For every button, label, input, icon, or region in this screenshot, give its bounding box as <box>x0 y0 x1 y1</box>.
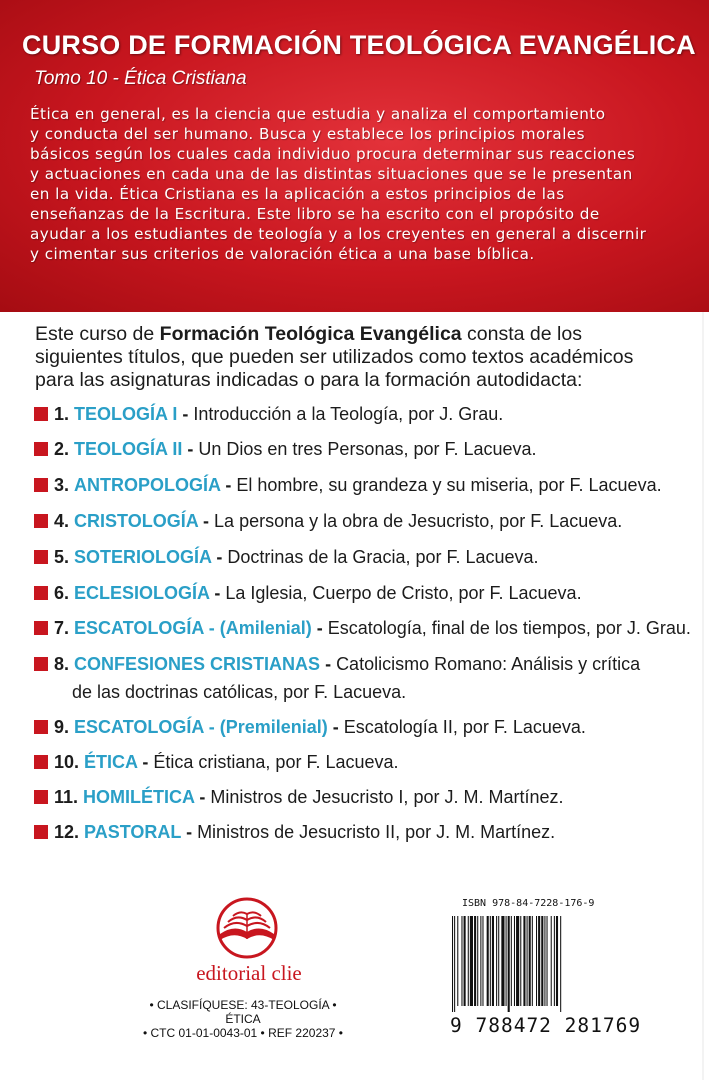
title-subject: CONFESIONES CRISTIANAS <box>74 654 321 674</box>
ean-digits: 9 788472 281769 <box>450 1014 642 1037</box>
description-line: ayudar a los estudiantes de teología y a los creyentes en general a discernir <box>30 225 647 243</box>
course-intro <box>35 323 695 392</box>
publisher-name: editorial clie <box>196 961 302 985</box>
title-separator: - <box>209 583 226 603</box>
bullet-square-icon <box>34 720 48 734</box>
title-separator: - <box>211 547 228 567</box>
barcode-bar <box>470 916 473 1006</box>
barcode-bar <box>457 916 458 1006</box>
edge-line <box>702 312 704 1080</box>
title-item-3 <box>34 475 704 499</box>
title-separator: - <box>198 511 215 531</box>
title-item-9 <box>34 717 704 741</box>
barcode-bar <box>514 916 515 1006</box>
barcode-bar <box>556 916 558 1006</box>
title-number: 4. <box>54 511 70 531</box>
barcode-bar <box>523 916 525 1006</box>
title-number: 9. <box>54 717 70 737</box>
bullet-square-icon <box>34 657 48 671</box>
barcode-bar <box>551 916 552 1006</box>
title-separator: - <box>320 654 337 674</box>
title-separator: - <box>194 787 211 807</box>
barcode-bar <box>492 916 494 1006</box>
description-line: enseñanzas de la Escritura. Este libro se ha escrito con el propósito de <box>30 205 600 223</box>
title-subject: TEOLOGÍA I <box>74 404 178 424</box>
classification-line: • CTC 01-01-0043-01 • REF 220237 • <box>142 1026 344 1040</box>
description-line: y cimentar sus criterios de valoración ética a una base bíblica. <box>30 245 535 263</box>
barcode-bar <box>538 916 540 1006</box>
barcode-bar <box>527 916 528 1006</box>
red-header-panel <box>0 0 709 312</box>
intro-bold-text: Formación Teológica Evangélica <box>159 323 462 345</box>
barcode-bar <box>480 916 481 1006</box>
barcode-bar <box>452 916 453 1012</box>
barcode-bar <box>468 916 469 1006</box>
isbn-label: ISBN 978-84-7228-176-9 <box>462 898 595 909</box>
classification-line: • CLASIFÍQUESE: 43-TEOLOGÍA • <box>149 998 337 1012</box>
bullet-square-icon <box>34 825 48 839</box>
barcode-bar <box>482 916 483 1006</box>
title-number: 3. <box>54 475 70 495</box>
title-item-8 <box>34 654 704 678</box>
title-description: Escatología, final de los tiempos, por J. Grau. <box>327 618 691 638</box>
bullet-square-icon <box>34 514 48 528</box>
title-subject: CRISTOLOGÍA <box>74 511 199 531</box>
title-separator: - <box>182 439 199 459</box>
title-separator: - <box>177 404 194 424</box>
title-number: 1. <box>54 404 70 424</box>
barcode-bar <box>464 916 466 1006</box>
barcode-bar <box>529 916 531 1006</box>
barcode-bar <box>490 916 491 1006</box>
title-item-2 <box>34 439 704 463</box>
volume-title: Tomo 10 - Ética Cristiana <box>34 68 247 89</box>
title-item-4 <box>34 511 704 535</box>
intro-line <box>35 323 695 346</box>
barcode-bar <box>508 916 510 1012</box>
bullet-square-icon <box>34 790 48 804</box>
title-item-8-continuation: de las doctrinas católicas, por F. Lacueva. <box>72 682 407 702</box>
intro-text: consta de los <box>461 323 582 345</box>
description-line: básicos según los cuales cada individuo procura determinar sus reacciones <box>30 145 636 163</box>
barcode-bar <box>541 916 543 1006</box>
description-line: y conducta del ser humano. Busca y establece los principios morales <box>30 125 586 143</box>
bullet-square-icon <box>34 407 48 421</box>
title-subject: ECLESIOLOGÍA <box>74 583 210 603</box>
barcode-bar <box>487 916 489 1006</box>
series-title: CURSO DE FORMACIÓN TEOLÓGICA EVANGÉLICA <box>22 30 696 60</box>
title-number: 10. <box>54 752 80 772</box>
title-subject: HOMILÉTICA <box>83 787 195 807</box>
title-description: Doctrinas de la Gracia, por F. Lacueva. <box>227 547 539 567</box>
barcode-bar <box>506 916 507 1006</box>
barcode-bar <box>520 916 521 1006</box>
title-number: 8. <box>54 654 70 674</box>
title-separator: - <box>311 618 328 638</box>
title-subject: ÉTICA <box>84 752 138 772</box>
barcode-bar <box>547 916 548 1006</box>
title-description: Un Dios en tres Personas, por F. Lacueva. <box>198 439 537 459</box>
title-description: La persona y la obra de Jesucristo, por F. Lacueva. <box>214 511 623 531</box>
barcode-bar <box>454 916 455 1012</box>
barcode-bar <box>516 916 519 1006</box>
title-description: Ministros de Jesucristo I, por J. M. Martínez. <box>210 787 564 807</box>
title-number: 7. <box>54 618 70 638</box>
description-line: Ética en general, es la ciencia que estudia y analiza el comportamiento <box>30 105 606 123</box>
intro-text: Este curso de <box>35 323 160 345</box>
barcode-bar <box>554 916 555 1006</box>
barcode-bar <box>461 916 462 1006</box>
classification-block <box>110 998 376 1040</box>
title-number: 6. <box>54 583 70 603</box>
title-number: 12. <box>54 822 80 842</box>
title-subject: ANTROPOLOGÍA <box>74 475 221 495</box>
bullet-square-icon <box>34 621 48 635</box>
title-description: Escatología II, por F. Lacueva. <box>343 717 586 737</box>
bullet-square-icon <box>34 586 48 600</box>
description-line: y actuaciones en cada una de las distintas situaciones que se le presentan <box>30 165 633 183</box>
title-separator: - <box>220 475 237 495</box>
bullet-square-icon <box>34 550 48 564</box>
book-description <box>30 104 695 264</box>
title-subject: PASTORAL <box>84 822 182 842</box>
title-item-10 <box>34 752 704 776</box>
title-number: 11. <box>54 787 79 807</box>
title-item-1 <box>34 404 704 428</box>
title-number: 5. <box>54 547 70 567</box>
intro-line: siguientes títulos, que pueden ser utilizados como textos académicos <box>35 346 634 368</box>
barcode-bar <box>560 916 561 1012</box>
title-item-12 <box>34 822 704 846</box>
barcode-bar <box>498 916 499 1006</box>
barcode-bar <box>511 916 512 1006</box>
title-separator: - <box>181 822 198 842</box>
title-item-7 <box>34 618 704 642</box>
description-line: en la vida. Ética Cristiana es la aplicación a estos principios de las <box>30 185 565 203</box>
title-separator: - <box>327 717 344 737</box>
barcode-bar <box>496 916 497 1006</box>
title-separator: - <box>137 752 154 772</box>
title-description: Ministros de Jesucristo II, por J. M. Martínez. <box>197 822 556 842</box>
title-subject: TEOLOGÍA II <box>74 439 183 459</box>
title-description: Introducción a la Teología, por J. Grau. <box>193 404 504 424</box>
barcode-bar <box>477 916 478 1006</box>
barcode-icon <box>452 916 598 1012</box>
title-item-6 <box>34 583 704 607</box>
title-subject: SOTERIOLOGÍA <box>74 547 212 567</box>
title-description: Catolicismo Romano: Análisis y crítica <box>336 654 641 674</box>
title-description: El hombre, su grandeza y su miseria, por F. Lacueva. <box>236 475 662 495</box>
title-description: Ética cristiana, por F. Lacueva. <box>153 752 399 772</box>
barcode-bar <box>474 916 476 1006</box>
title-number: 2. <box>54 439 70 459</box>
classification-line: ÉTICA <box>225 1012 261 1026</box>
title-item-5 <box>34 547 704 571</box>
intro-line: para las asignaturas indicadas o para la formación autodidacta: <box>35 369 583 391</box>
title-item-11 <box>34 787 704 811</box>
barcode-bar <box>532 916 533 1006</box>
title-subject: ESCATOLOGÍA - (Premilenial) <box>74 717 328 737</box>
bullet-square-icon <box>34 442 48 456</box>
barcode-bar <box>536 916 537 1006</box>
title-description: La Iglesia, Cuerpo de Cristo, por F. Lacueva. <box>225 583 582 603</box>
bullet-square-icon <box>34 478 48 492</box>
title-subject: ESCATOLOGÍA - (Amilenial) <box>74 618 312 638</box>
barcode-bar <box>501 916 504 1006</box>
barcode-bar <box>544 916 545 1006</box>
bullet-square-icon <box>34 755 48 769</box>
